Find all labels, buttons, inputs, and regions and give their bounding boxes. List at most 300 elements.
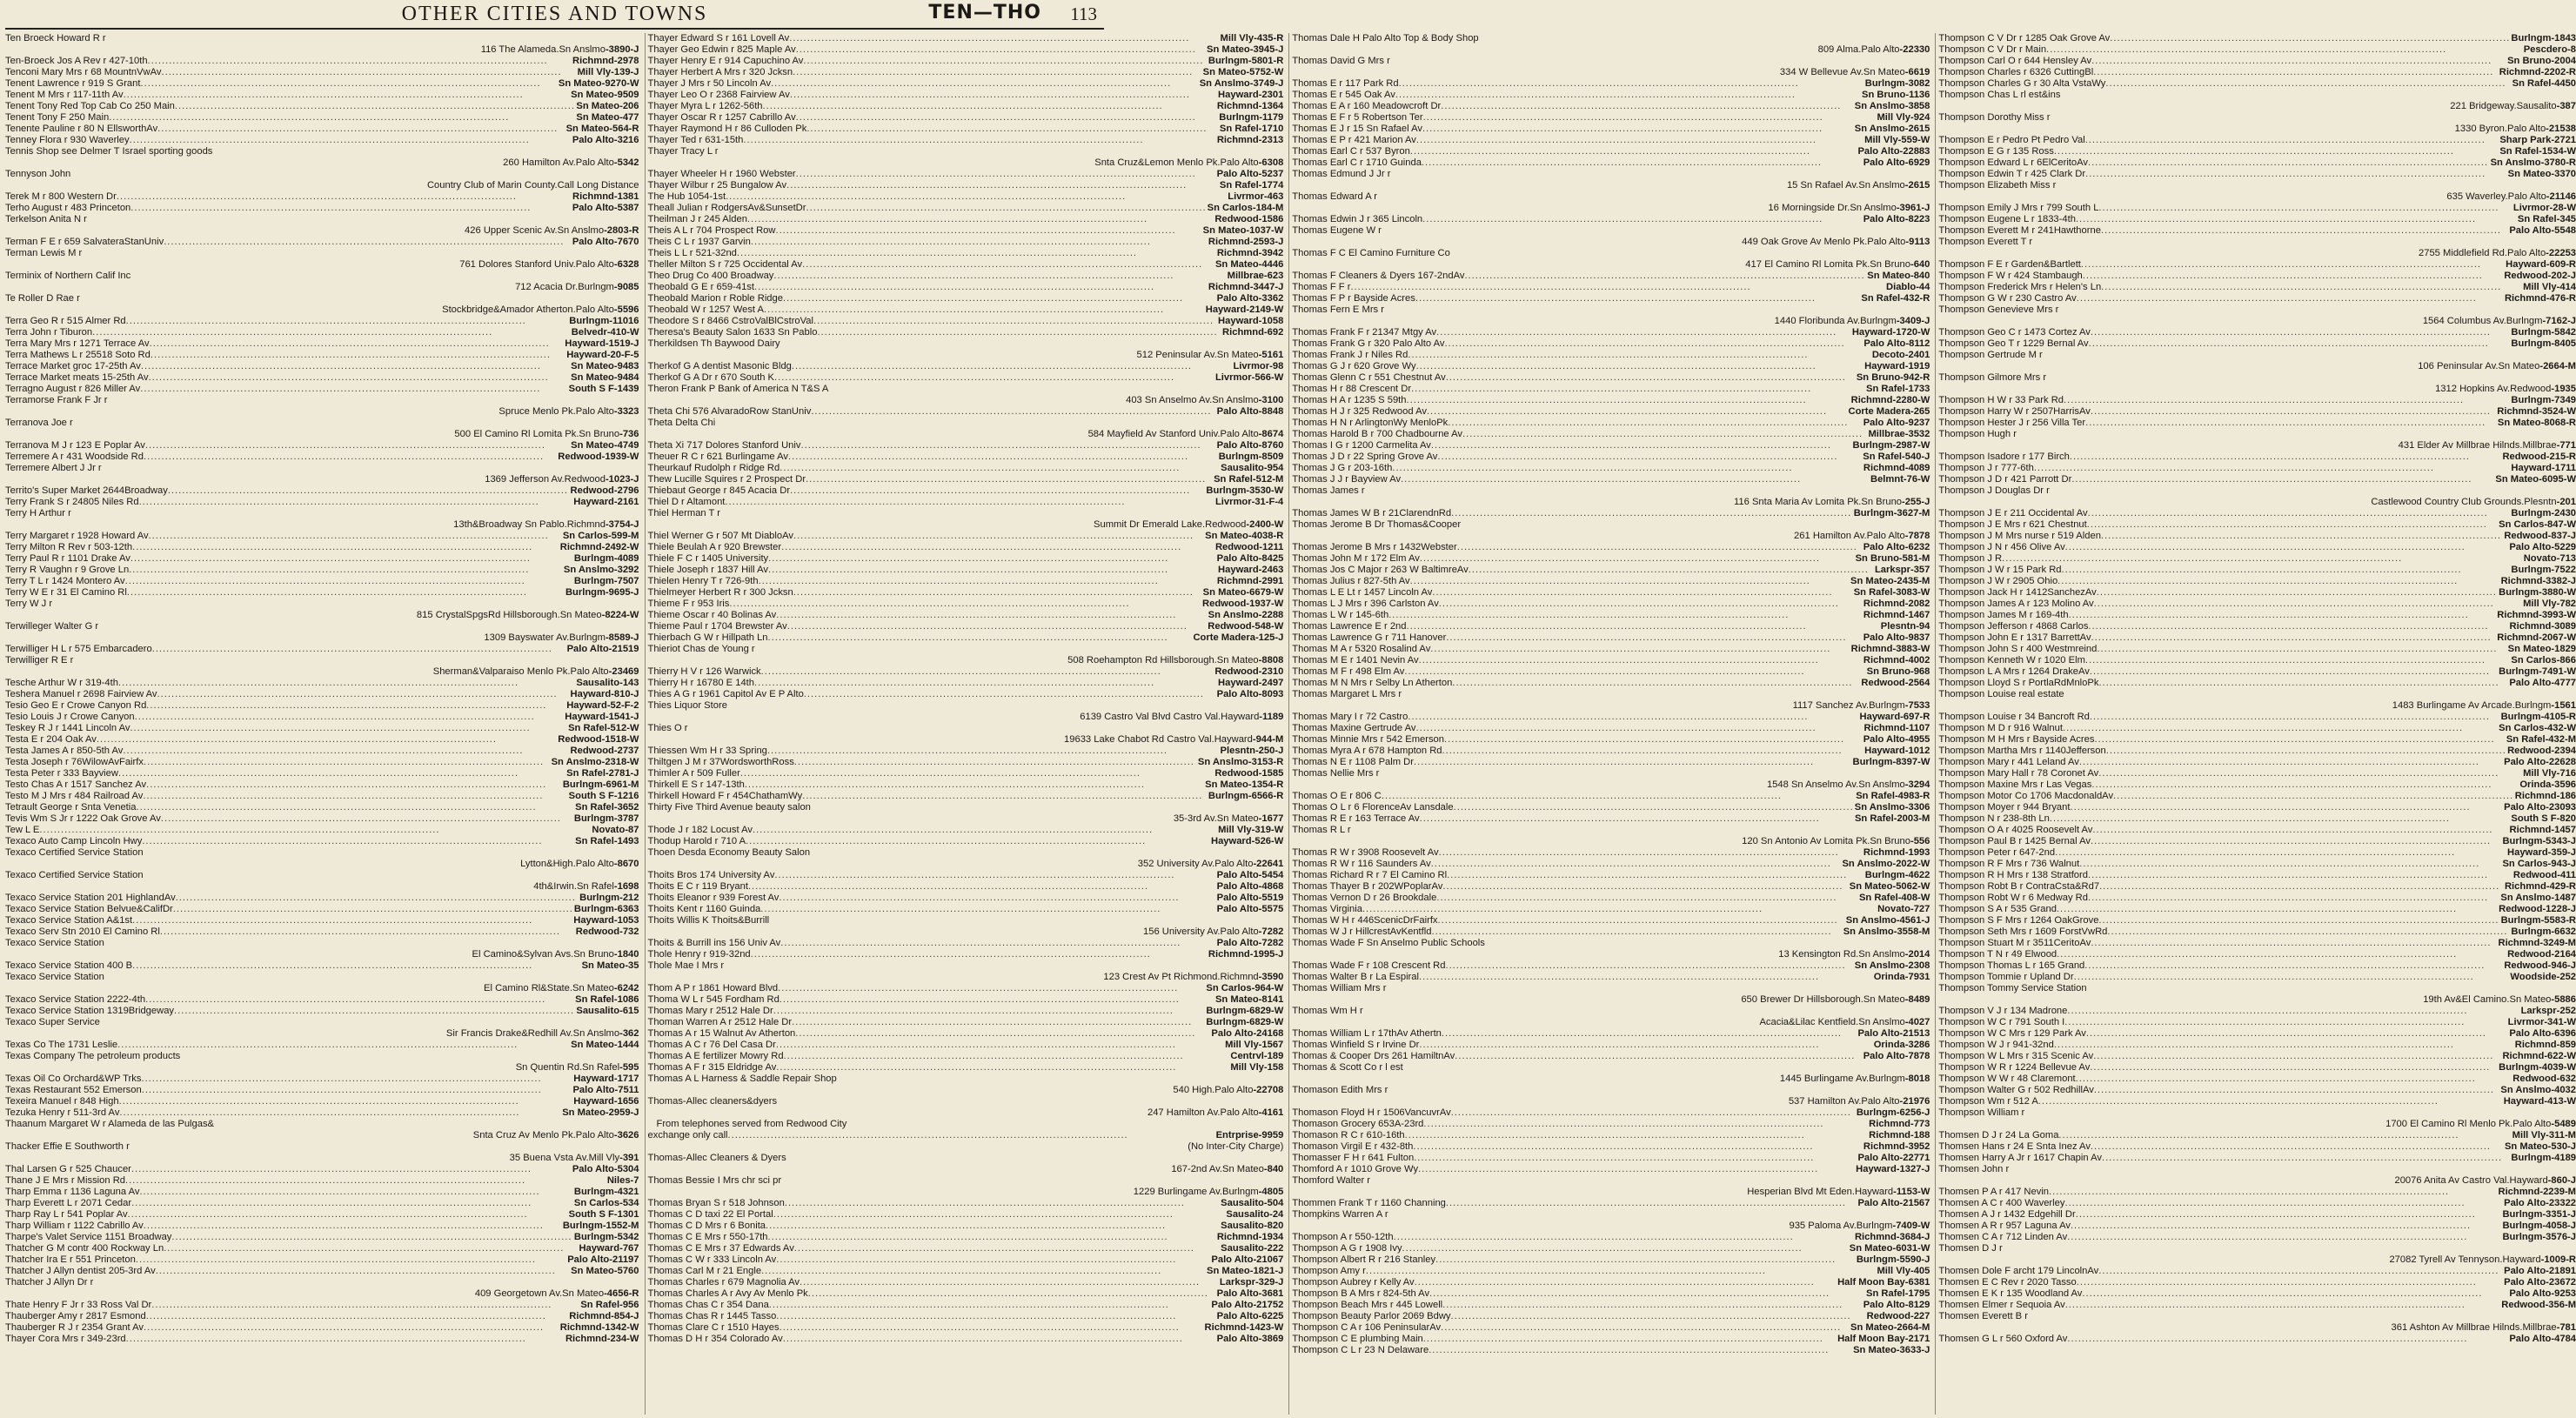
listing-entry [1938,169,2576,180]
listing-name: Texaco Service Station [5,972,104,982]
listing-entry [648,191,1284,203]
listing-phone: Palo Alto-9837 [1863,632,1930,643]
listing-phone: Sn Mateo-35 [581,960,639,971]
leader-dots [776,610,1207,621]
listing-entry [1292,271,1930,282]
listing-phone: Sn Rafel-408-W [1858,893,1930,903]
listing-name: Thompson C E plumbing Main [1292,1334,1423,1344]
listing-entry [1292,870,1930,881]
listing-address-line [5,1130,639,1141]
listing-phone: Sn Rafel-1493 [575,836,639,846]
leader-dots [1429,1345,1852,1356]
listing-entry [1938,1311,2576,1322]
listing-entry [1292,1006,1930,1017]
listing-name: Thompson R F Mrs r 736 Walnut [1938,859,2080,869]
listing-phone: -3890-J [605,44,639,55]
listing-name: Terramorse Frank F Jr r [5,395,108,405]
leader-dots [743,135,1215,146]
listing-entry [1938,1164,2576,1175]
listing-phone: Richmnd-1107 [1863,723,1930,733]
listing-name: Thomsen A C r 400 Waverley [1938,1198,2065,1208]
listing-phone: Sn Rafel-1795 [1866,1288,1930,1299]
listing-name: Thate Henry F Jr r 33 Ross Val Dr [5,1300,152,1310]
listing-name: Terman F E r 659 SalvateraStanUniv [5,237,164,247]
listing-entry [648,1198,1284,1209]
listing-entry [5,587,639,599]
listing-phone: Sausalito-954 [1221,463,1284,473]
listing-address: 650 Brewer Dr Hillsborough.Sn Mateo [1741,994,1905,1005]
listing-phone: Sn Mateo-6095-W [2495,474,2576,485]
listing-name: Thompson John S r 400 Westmreind [1938,644,2098,654]
listing-entry [1292,384,1930,395]
listing-entry [648,474,1284,485]
listing-name: Texaco Certified Service Station [5,847,144,858]
listing-address: 1700 El Camino Rl Menlo Pk.Palo Alto [2385,1119,2552,1129]
listing-phone: Sn Rafel-3652 [575,802,639,813]
listing-phone: -387 [2556,101,2576,111]
listing-entry [1938,587,2576,599]
leader-dots [773,1006,1206,1017]
listing-phone: Mill Vly-311-M [2512,1130,2576,1140]
listing-phone: Burlngm-6961-M [562,779,639,790]
listing-entry [648,225,1284,237]
listing-name: Thomas M E r 1401 Nevin Av [1292,655,1419,666]
leader-dots [171,1232,573,1243]
listing-entry [648,124,1284,135]
listing-entry [5,271,639,282]
listing-address: El Camino&Sylvan Avs.Sn Bruno [472,949,614,960]
listing-entry [5,553,639,565]
listing-address: 1330 Byron.Palo Alto [2454,124,2546,134]
listing-entry [648,576,1284,587]
listing-phone: -21976 [1899,1096,1930,1107]
listing-entry [1292,406,1930,418]
listing-name: Thiel Werner G r 507 Mt DiabloAv [647,531,793,541]
listing-phone: Richmnd-773 [1869,1119,1930,1129]
listing-name: Thompson James M r 169-4th [1938,610,2069,620]
leader-dots [1432,587,1852,599]
listing-phone: Redwood-202-J [2504,271,2576,281]
listing-entry [5,542,639,553]
listing-entry [1938,1221,2576,1232]
leader-dots [2057,949,2506,960]
listing-address-line [5,1062,639,1074]
listing-phone: Redwood-2310 [1214,666,1284,677]
leader-dots [2057,904,2498,915]
listing-entry [5,1209,639,1221]
listing-entry [648,1209,1284,1221]
listing-entry [1292,78,1930,90]
listing-name: Texaco Service Station A&1st [5,915,133,926]
listing-phone: -8224-W [601,610,639,620]
listing-phone: Sn Rafel-2003-M [1854,813,1930,824]
listing-name: Thiele Joseph r 1837 Hill Av [647,565,768,575]
leader-dots [806,203,1207,214]
listing-address: 13th&Broadway Sn Pablo.Richmnd [453,519,606,530]
listing-entry [1938,904,2576,915]
listing-phone: Mill Vly-782 [2523,599,2576,609]
leader-dots [1416,361,1864,372]
listing-address-line [1292,316,1930,327]
listing-phone: Burlngm-2430 [2511,508,2576,518]
leader-dots [2064,1198,2503,1209]
listing-entry [1938,825,2576,836]
listing-address-line [5,632,639,644]
listing-phone: Richmnd-188 [1869,1130,1930,1140]
listing-phone: Hayward-20-F-5 [566,350,639,360]
leader-dots [725,497,1214,508]
listing-entry [1292,1300,1930,1311]
leader-dots [1395,90,1861,101]
leader-dots [118,678,575,689]
leader-dots [2054,1040,2514,1051]
leader-dots [2055,847,2506,859]
listing-name: Tesio Geo E r Crowe Canyon Rd [5,700,147,711]
leader-dots [2069,610,2497,621]
leader-dots [761,1266,1206,1277]
listing-entry [648,960,1284,972]
listing-phone: Sn Rafel-1774 [1219,180,1284,191]
listing-address: 4th&Irwin.Sn Rafel [533,881,614,892]
leader-dots [1415,723,1863,734]
listing-entry [648,847,1284,859]
listing-entry [1938,689,2576,700]
listing-phone: -3961-J [1896,203,1930,213]
listing-name: Thompson Everett M r 241Hawthorne [1938,225,2101,236]
listing-entry [648,553,1284,565]
leader-dots [135,712,565,723]
listing-entry [1938,1277,2576,1288]
leader-dots [793,587,1202,599]
listing-entry [648,135,1284,146]
listing-phone: -4805 [1258,1187,1284,1197]
listing-address: 15 Sn Rafael Av.Sn Anslmo [1786,180,1905,191]
leader-dots [92,327,571,338]
listing-address: 935 Paloma Av.Burlngm [1789,1221,1893,1231]
listing-name: Thomas F Cleaners & Dyers 167-2ndAv [1292,271,1465,281]
listing-entry [1292,666,1930,678]
listing-phone: Palo Alto-8112 [1863,338,1930,349]
listing-entry [5,497,639,508]
listing-name: Thomas C D Mrs r 6 Bonita [647,1221,766,1231]
listing-name: Thompson R H Mrs r 138 Stratford [1938,870,2088,880]
listing-entry [1938,542,2576,553]
listing-entry [1938,293,2576,304]
listing-phone: Woodside-252 [2510,972,2576,982]
listing-entry [5,893,639,904]
listing-phone: Mill Vly-405 [1877,1266,1930,1276]
listing-name: Tennyson John [5,169,71,179]
leader-dots [2101,282,2522,293]
leader-dots [796,44,1206,56]
listing-phone: Livrmor-98 [1233,361,1284,371]
listing-phone: -6619 [1904,67,1930,77]
listing-phone: Palo Alto-21513 [1857,1028,1930,1039]
listing-entry [1938,666,2576,678]
leader-dots [747,214,1214,225]
listing-name: Thomas Harold B r 700 Chadbourne Av [1292,429,1462,439]
listing-phone: -8674 [1258,429,1284,439]
listing-phone: -1935 [2551,384,2576,394]
listing-name: Thomas W H r 446ScenicDrFairfx [1292,915,1438,926]
leader-dots [1420,553,1855,565]
listing-address: 6139 Castro Val Blvd Castro Val.Hayward [1080,712,1260,722]
listing-phone: -781 [2556,1322,2576,1333]
listing-address: 540 High.Palo Alto [1173,1085,1254,1095]
listing-phone: Sn Anslmo-4561-J [1845,915,1930,926]
listing-name: Thomas Edmund J Jr r [1292,169,1391,179]
listing-name: Thomas Glenn C r 551 Chestnut Av [1292,372,1446,383]
listing-phone: Novato-713 [2523,553,2576,564]
listing-name: Thomas H N r ArlingtonWy MenloPk [1292,418,1449,428]
listing-phone: Burlngm-4089 [573,553,639,564]
leader-dots [774,870,1215,881]
listing-name: Thayer Henry E r 914 Capuchino Av [647,56,804,66]
leader-dots [737,248,1216,259]
listing-phone: -1189 [1259,712,1284,722]
listing-entry [1938,779,2576,791]
listing-entry [1938,1153,2576,1164]
listing-name: Thomas & Scott Co r l est [1292,1062,1403,1073]
leader-dots [1404,666,1865,678]
listing-columns [5,33,2576,1415]
leader-dots [2070,451,2502,463]
listing-phone: -4161 [1258,1107,1284,1118]
listing-phone: Richmnd-429-R [2504,881,2576,892]
listing-phone: Sn Rafel-345 [2517,214,2576,224]
listing-phone: Hayward-1012 [1864,746,1930,756]
listing-entry [648,1288,1284,1300]
listing-entry [5,723,639,734]
listing-address-line [5,429,639,440]
leader-dots [1442,881,1848,893]
listing-entry [5,1254,639,1266]
listing-name: Thomason Edith Mrs r [1292,1085,1388,1095]
listing-entry [5,915,639,926]
leader-dots [2058,1130,2511,1141]
listing-entry [5,960,639,972]
listing-phone: Palo Alto-7878 [1863,1051,1930,1061]
leader-dots [129,565,563,576]
listing-entry [648,327,1284,338]
listing-entry [1292,915,1930,926]
listing-name: Thomas E P r 421 Marion Av [1292,135,1416,145]
listing-entry [1938,1062,2576,1074]
leader-dots [746,836,1210,847]
listing-entry [5,938,639,949]
listing-phone: Sn Mateo-3370 [2507,169,2576,179]
listing-phone: Pescdero-8 [2523,44,2576,55]
listing-address: 1440 Floribunda Av.Burlngm [1774,316,1897,326]
listing-name: Thompson S F Mrs r 1264 OakGrove [1938,915,2099,926]
listing-entry [1938,259,2576,271]
listing-entry [1292,587,1930,599]
listing-address: 426 Upper Scenic Av.Sn Anslmo [465,225,605,236]
leader-dots [2091,836,2502,847]
listing-entry [1292,1198,1930,1209]
listing-phone: -21538 [2546,124,2576,134]
listing-phone: Sharp Park-2721 [2499,135,2576,145]
listing-entry [5,508,639,519]
listing-phone: Millbrae-3532 [1868,429,1930,439]
listing-phone: Hayward-1656 [573,1096,639,1107]
listing-entry [1938,960,2576,972]
listing-address-line [1292,237,1930,248]
listing-entry [1938,282,2576,293]
listing-entry [648,361,1284,372]
listing-phone: Burlngm-7491-W [2499,666,2576,677]
leader-dots [781,542,1214,553]
leader-dots [141,361,570,372]
listing-name: Thayer Herbert A Mrs r 320 Jcksn [647,67,793,77]
listing-phone: Hayward-767 [579,1243,639,1254]
leader-dots [2067,1334,2508,1345]
listing-name: Thompson Eugene L r 1833-4th [1938,214,2076,224]
listing-entry [5,214,639,225]
listing-address: 19633 Lake Chabot Rd Castro Val.Hayward [1064,734,1253,745]
listing-entry [1292,1130,1930,1141]
listing-name: Thompson James A r 123 Molino Av [1938,599,2094,609]
leader-dots [1445,960,1853,972]
listing-phone: -640 [1910,259,1930,270]
leader-dots [1419,1040,1872,1051]
listing-address: 417 El Camino Rl Lomita Pk.Sn Bruno [1745,259,1910,270]
listing-phone: Redwood-1585 [1214,768,1284,779]
leader-dots [2070,802,2503,813]
listing-entry [1938,1130,2576,1141]
listing-address-line [648,813,1284,825]
listing-name: Terra Geo R r 515 Almer Rd [5,316,126,326]
listing-phone: Redwood-837-J [2504,531,2576,541]
listing-phone: Hayward-2161 [573,497,639,507]
listing-phone: Palo Alto-5304 [572,1164,639,1174]
leader-dots [1419,972,1873,983]
listing-phone: Richmnd-234-W [565,1334,639,1344]
listing-entry [648,67,1284,78]
listing-phone: Richmnd-2280-W [1850,395,1930,405]
listing-phone: Richmnd-3993-W [2497,610,2576,620]
listing-phone: Hayward-2149-W [1205,304,1284,315]
listing-entry [648,678,1284,689]
listing-entry [1938,938,2576,949]
listing-entry [1292,1243,1930,1254]
listing-name: Thomford A r 1010 Grove Wy [1292,1164,1419,1174]
listing-phone: Sn Bruno-581-M [1855,553,1930,564]
leader-dots [130,723,567,734]
leader-dots [2079,859,2501,870]
listing-entry [1292,248,1930,259]
leader-dots [140,384,567,395]
listing-name: Thompson Thomas L r 165 Grand [1938,960,2085,971]
listing-name: Thompson M D r 916 Walnut [1938,723,2063,733]
listing-name: Thatcher Ira E r 551 Princeton [5,1254,136,1265]
leader-dots [1439,599,1863,610]
listing-name: Therkof G A dentist Masonic Bldg [647,361,792,371]
listing-phone: -7282 [1258,926,1284,937]
listing-phone: Richmnd-859 [2514,1040,2576,1050]
listing-phone: -7878 [1904,531,1930,541]
listing-phone: Richmnd-1364 [1216,101,1284,111]
listing-phone: Burlngm-6363 [573,904,639,914]
listing-phone: Richmnd-1995-J [1208,949,1284,960]
listing-entry [1292,689,1930,700]
listing-phone: Palo Alto-9253 [2509,1288,2576,1299]
listing-phone: Richmnd-186 [2514,791,2576,801]
listing-phone: Sn Rafel-1086 [575,994,639,1005]
leader-dots [2076,1209,2502,1221]
listing-phone: Burlngm-5583-R [2500,915,2576,926]
listing-entry [648,1266,1284,1277]
listing-entry [5,293,639,304]
listing-phone: Palo Alto-8129 [1863,1300,1930,1310]
listing-entry [1292,893,1930,904]
listing-name: Thomas Frank J r Niles Rd [1292,350,1408,360]
listing-name: Texaco Service Station 2222-4th [5,994,146,1005]
listing-phone: Palo Alto-4784 [2509,1334,2576,1344]
leader-dots [1413,1141,1863,1153]
listing-name: Thompson Motor Co 1706 MacdonaldAv [1938,791,2114,801]
listing-name: Thomas Bryan S r 518 Johnson [647,1198,785,1208]
listing-name: Thomas Richard R r 7 El Camino Rl [1292,870,1448,880]
listing-phone: Palo Alto-6396 [2509,1028,2576,1039]
listing-phone: Richmnd-1467 [1863,610,1930,620]
listing-name: Teshera Manuel r 2698 Fairview Av [5,689,157,699]
listing-entry [1292,723,1930,734]
listing-entry [648,293,1284,304]
listing-name: Theta Delta Chi [647,418,716,428]
listing-entry [1938,418,2576,429]
listing-name: Thommen Frank T r 1160 Channing [1292,1198,1446,1208]
listing-phone: Burlngm-3576-J [2502,1232,2576,1242]
listing-entry [1938,1266,2576,1277]
listing-name: Thompson J E Mrs r 621 Chestnut [1938,519,2087,530]
listing-entry [648,451,1284,463]
leader-dots [132,960,580,972]
leader-dots [140,78,557,90]
leader-dots [151,350,565,361]
leader-dots [1431,859,1842,870]
listing-entry [648,463,1284,474]
listing-name: Thew Lucille Squires r 2 Prospect Dr [647,474,806,485]
listing-phone: Orinda-3286 [1873,1040,1930,1050]
listing-entry [1292,802,1930,813]
leader-dots [790,90,1217,101]
listing-entry [1938,791,2576,802]
listing-name: Territo's Super Market 2644Broadway [5,485,168,496]
listing-phone: Mill Vly-716 [2523,768,2576,779]
listing-phone: -2664-M [2539,361,2576,371]
listing-phone: Palo Alto-5387 [572,203,639,213]
listing-entry [5,372,639,384]
leader-dots [1436,327,1851,338]
listing-address-line [1292,1017,1930,1028]
leader-dots [2085,169,2507,180]
leader-dots [2105,78,2511,90]
listing-name: Thompson Carl O r 644 Hensley Av [1938,56,2092,66]
leader-dots [1447,870,1864,881]
listing-name: Thodup Harold r 710 A [647,836,746,846]
listing-name: Thayer Myra L r 1262-56th [647,101,763,111]
listing-phone: Burlngm-2987-W [1852,440,1930,451]
listing-entry [1938,1141,2576,1153]
listing-entry [1938,1051,2576,1062]
listing-phone: Burlngm-4105-R [2500,712,2576,722]
listing-phone: Hayward-2301 [1218,90,1284,100]
leader-dots [2091,327,2511,338]
listing-entry [1938,451,2576,463]
listing-name: Tew L E [5,825,40,835]
listing-entry [5,1322,639,1334]
